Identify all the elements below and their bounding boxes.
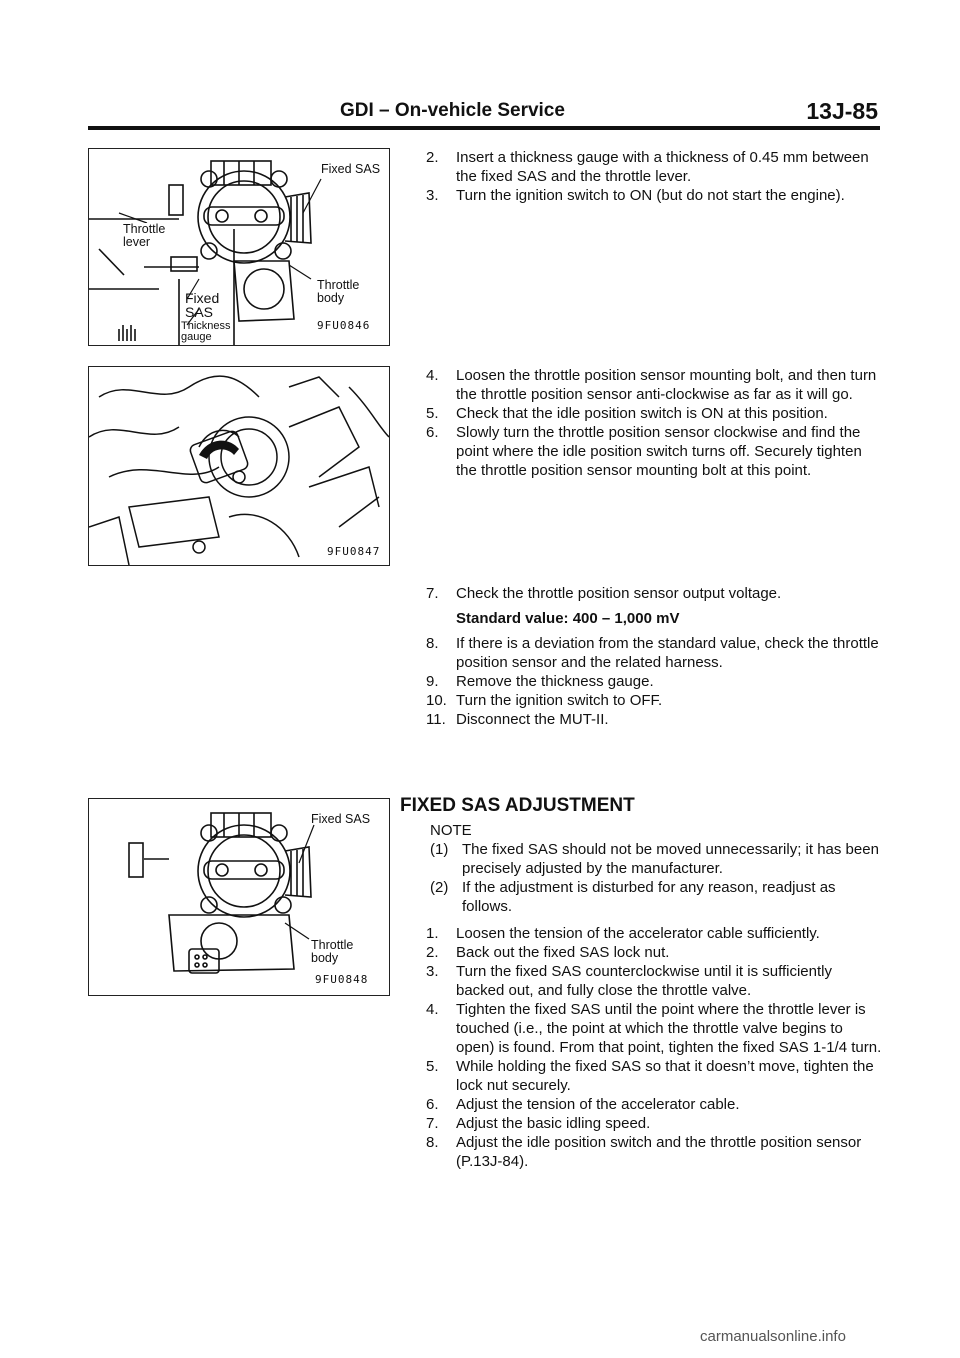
label-fixed-sas-side: Fixed SAS	[185, 290, 220, 320]
header-rule	[88, 126, 880, 130]
label-fixed-sas-top: Fixed SAS	[311, 812, 371, 826]
step-item: 8. If there is a deviation from the standard value, check the throttle position sensor and the related harness.	[426, 635, 879, 671]
step-item: 9. Remove the thickness gauge.	[426, 673, 654, 690]
label-throttle-lever: Throttle lever	[123, 223, 183, 249]
step-item: 4. Tighten the fixed SAS until the point where the throttle lever is touched (i.e., the point at which the throttle valve begins to open) is found. From that point, tighten the fixed SAS 1-1/4 turn.	[426, 1001, 882, 1056]
throttle-body-drawing	[89, 799, 389, 995]
step-item: 2. Insert a thickness gauge with a thickness of 0.45 mm between the fixed SAS and the throttle lever.	[426, 149, 869, 185]
step-item: 6. Slowly turn the throttle position sensor clockwise and find the point where the idle position switch turns off. Securely tighten the throttle position sensor mounting bolt at this point.	[426, 424, 862, 479]
note-title: NOTE	[430, 822, 472, 839]
standard-value: Standard value: 400 – 1,000 mV	[456, 610, 680, 627]
label-throttle-body: Throttle body	[317, 278, 360, 305]
step-item: 3. Turn the ignition switch to ON (but do not start the engine).	[426, 187, 845, 204]
step-item: 2. Back out the fixed SAS lock nut.	[426, 944, 670, 961]
steps-block-1	[426, 148, 884, 205]
figure-throttle-body	[88, 798, 390, 996]
fixed-sas-adjustment-section	[400, 795, 884, 1171]
step-item: 11. Disconnect the MUT-II.	[426, 711, 609, 728]
step-item: 6. Adjust the tension of the accelerator cable.	[426, 1096, 740, 1113]
step-item: 5. Check that the idle position switch is ON at this position.	[426, 405, 828, 422]
figure-code: 9FU0847	[327, 545, 381, 558]
page-header-title: GDI – On-vehicle Service	[340, 100, 565, 121]
step-item: 7. Adjust the basic idling speed.	[426, 1115, 651, 1132]
step-item: 10. Turn the ignition switch to OFF.	[426, 692, 663, 709]
steps-block-3	[426, 584, 884, 729]
note-item: (2) If the adjustment is disturbed for any reason, readjust as follows.	[430, 879, 836, 915]
label-throttle-body: Throttle body	[311, 938, 354, 965]
engine-illustration	[89, 367, 389, 565]
page-number: 13J-85	[806, 98, 878, 124]
label-thickness-gauge: Thickness gauge	[181, 320, 231, 343]
step-item: 4. Loosen the throttle position sensor mounting bolt, and then turn the throttle position sensor anti-clockwise as far as it will go.	[426, 367, 877, 403]
label-fixed-sas-top: Fixed SAS	[321, 162, 381, 176]
note-item: (1) The fixed SAS should not be moved unnecessarily; it has been precisely adjusted by the manufacturer.	[430, 841, 879, 877]
step-item: 3. Turn the fixed SAS counterclockwise until it is sufficiently backed out, and fully close the throttle valve.	[426, 963, 832, 999]
step-item: 8. Adjust the idle position switch and the throttle position sensor (P.13J-84).	[426, 1134, 862, 1170]
section-title: FIXED SAS ADJUSTMENT	[400, 795, 635, 816]
step-item: 5. While holding the fixed SAS so that it doesn’t move, tighten the lock nut securely.	[426, 1058, 874, 1094]
watermark-footer: carmanualsonline.info	[700, 1328, 846, 1345]
step-item: 7. Check the throttle position sensor output voltage.	[426, 585, 782, 602]
figure-engine-photo-illustration	[88, 366, 390, 566]
steps-block-2	[426, 366, 884, 480]
step-item: 1. Loosen the tension of the accelerator cable sufficiently.	[426, 925, 820, 942]
figure-code: 9FU0846	[317, 319, 371, 332]
figure-code: 9FU0848	[315, 973, 369, 986]
figure-throttle-body-with-gauge	[88, 148, 390, 346]
